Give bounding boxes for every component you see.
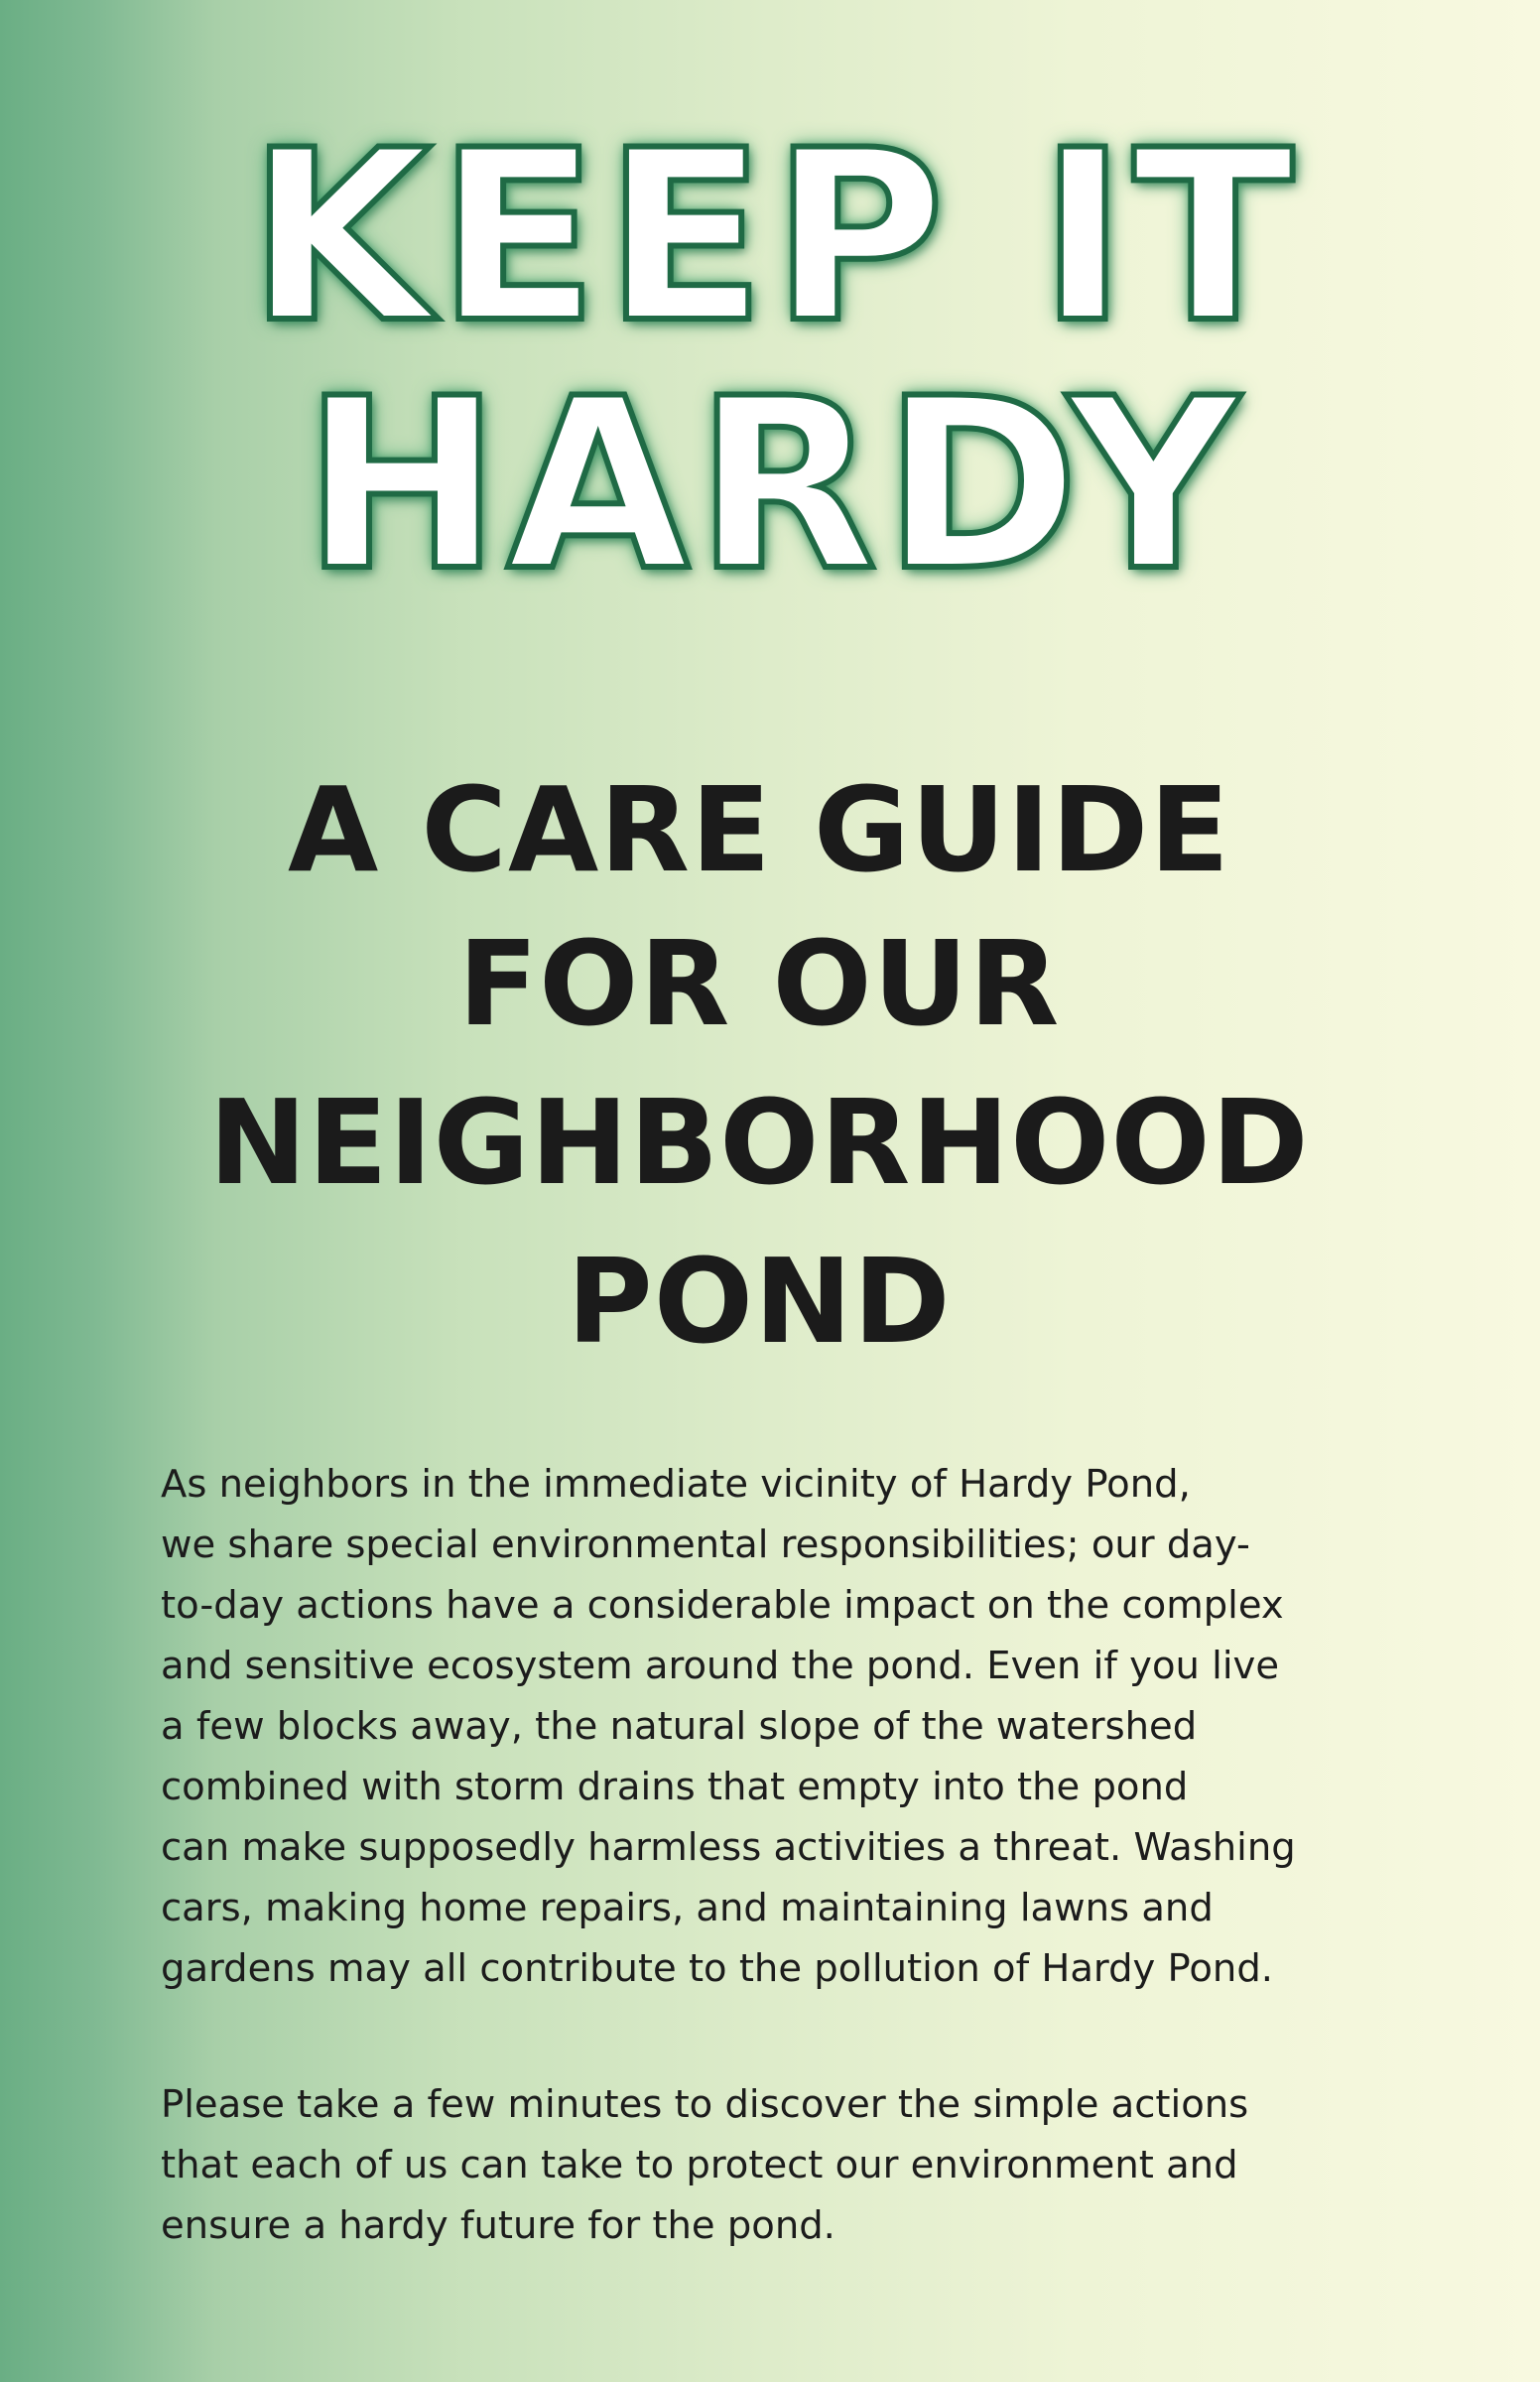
intro-line: combined with storm drains that empty into the pond	[161, 1765, 1189, 1809]
intro-line: can make supposedly harmless activities a threat. Washing	[161, 1825, 1296, 1870]
intro-line: to-day actions have a considerable impact on the complex	[161, 1583, 1284, 1628]
call-to-action-line: that each of us can take to protect our environment and	[161, 2143, 1238, 2187]
call-to-action-line: ensure a hardy future for the pond.	[161, 2203, 835, 2248]
intro-line: As neighbors in the immediate vicinity of Hardy Pond,	[161, 1462, 1191, 1507]
call-to-action-paragraph	[161, 2074, 1411, 2256]
subtitle-line-2: FOR OUR	[457, 915, 1061, 1052]
subtitle-line-1: A CARE GUIDE	[287, 761, 1230, 898]
call-to-action-line: Please take a few minutes to discover the simple actions	[161, 2082, 1249, 2127]
intro-paragraph	[161, 1454, 1411, 1999]
intro-line: a few blocks away, the natural slope of the watershed	[161, 1704, 1198, 1749]
intro-line: cars, making home repairs, and maintaining lawns and	[161, 1886, 1214, 1930]
subtitle-line-4: POND	[567, 1233, 952, 1370]
headline-line-2: HARDY	[303, 348, 1245, 623]
intro-line: and sensitive ecosystem around the pond. Even if you live	[161, 1644, 1280, 1688]
intro-line: we share special environmental responsibilities; our day-	[161, 1522, 1250, 1567]
intro-line: gardens may all contribute to the pollution of Hardy Pond.	[161, 1946, 1274, 1991]
headline-line-1: KEEP IT	[248, 100, 1300, 375]
subtitle-line-3: NEIGHBORHOOD	[208, 1074, 1310, 1211]
